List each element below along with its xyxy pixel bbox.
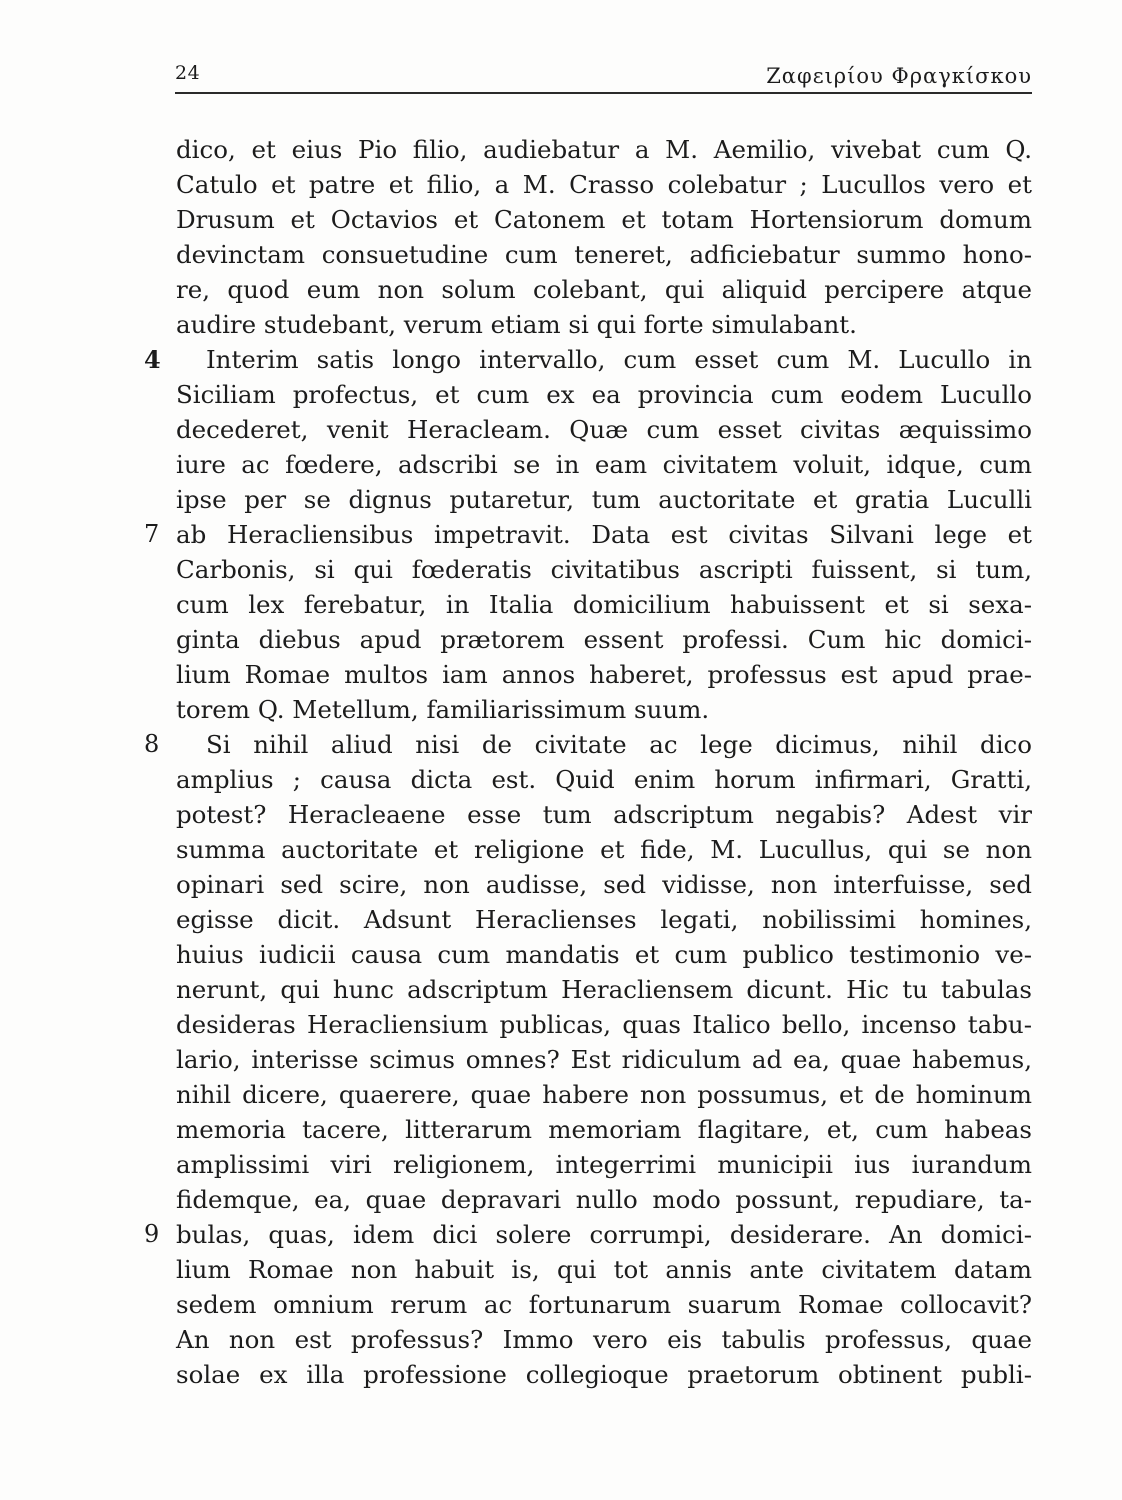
text-line: ipse per se dignus putaretur, tum auctoritate et gratia Luculli	[176, 485, 1032, 514]
text-line: re, quod eum non solum colebant, qui aliquid percipere atque	[176, 275, 1032, 304]
text-line: Carbonis, si qui fœderatis civitatibus ascripti fuissent, si tum,	[176, 555, 1032, 584]
text-line: Drusum et Octavios et Catonem et totam Hortensiorum domum	[176, 205, 1032, 234]
text-line: huius iudicii causa cum mandatis et cum publico testimonio ve-	[176, 940, 1032, 969]
text-line: summa auctoritate et religione et fide, M. Lucullus, qui se non	[176, 835, 1032, 864]
text-line: Catulo et patre et filio, a M. Crasso colebatur ; Lucullos vero et	[176, 170, 1032, 199]
text-line: memoria tacere, litterarum memoriam flagitare, et, cum habeas	[176, 1115, 1032, 1144]
text-line: An non est professus? Immo vero eis tabulis professus, quae	[176, 1325, 1032, 1354]
text-line: solae ex illa professione collegioque praetorum obtinent publi-	[176, 1360, 1032, 1389]
text-line: sedem omnium rerum ac fortunarum suarum Romae collocavit?	[176, 1290, 1032, 1319]
text-line: egisse dicit. Adsunt Heraclienses legati, nobilissimi homines,	[176, 905, 1032, 934]
text-line: lario, interisse scimus omnes? Est ridiculum ad ea, quae habemus,	[176, 1045, 1032, 1074]
text-line: nihil dicere, quaerere, quae habere non possumus, et de hominum	[176, 1080, 1032, 1109]
text-line: devinctam consuetudine cum teneret, adficiebatur summo hono-	[176, 240, 1032, 269]
text-line: fidemque, ea, quae depravari nullo modo possunt, repudiare, ta-	[176, 1185, 1032, 1214]
text-line: opinari sed scire, non audisse, sed vidisse, non interfuisse, sed	[176, 870, 1032, 899]
text-line: Si nihil aliud nisi de civitate ac lege dicimus, nihil dico	[206, 730, 1032, 759]
text-line: cum lex ferebatur, in Italia domicilium habuissent et si sexa-	[176, 590, 1032, 619]
text-line: torem Q. Metellum, familiarissimum suum.	[176, 695, 710, 724]
text-line: ginta diebus apud prætorem essent professi. Cum hic domici-	[176, 625, 1032, 654]
text-line: dico, et eius Pio filio, audiebatur a M. Aemilio, vivebat cum Q.	[176, 135, 1032, 164]
text-line: bulas, quas, idem dici solere corrumpi, desiderare. An domici-	[176, 1220, 1032, 1249]
section-number: 7	[144, 520, 160, 548]
text-line: Siciliam profectus, et cum ex ea provincia cum eodem Lucullo	[176, 380, 1032, 409]
page-number: 24	[175, 62, 201, 84]
text-line: decederet, venit Heracleam. Quæ cum esset civitas æquissimo	[176, 415, 1032, 444]
text-line: iure ac fœdere, adscribi se in eam civitatem voluit, idque, cum	[176, 450, 1032, 479]
text-line: amplissimi viri religionem, integerrimi municipii ius iurandum	[176, 1150, 1032, 1179]
section-number: 8	[144, 730, 160, 758]
text-line: lium Romae multos iam annos haberet, professus est apud prae-	[176, 660, 1032, 689]
text-line: amplius ; causa dicta est. Quid enim horum infirmari, Gratti,	[176, 765, 1032, 794]
text-line: desideras Heracliensium publicas, quas Italico bello, incenso tabu-	[176, 1010, 1032, 1039]
text-line: audire studebant, verum etiam si qui forte simulabant.	[176, 310, 857, 339]
section-number: 9	[144, 1220, 160, 1248]
text-line: nerunt, qui hunc adscriptum Heracliensem dicunt. Hic tu tabulas	[176, 975, 1032, 1004]
text-line: potest? Heracleaene esse tum adscriptum negabis? Adest vir	[176, 800, 1032, 829]
section-number: 4	[144, 345, 161, 374]
page-header	[175, 58, 1032, 94]
running-head: Ζαφειρίου Φραγκίσκου	[766, 64, 1032, 88]
text-line: ab Heracliensibus impetravit. Data est civitas Silvani lege et	[176, 520, 1032, 549]
text-line: Interim satis longo intervallo, cum esset cum M. Lucullo in	[206, 345, 1032, 374]
text-line: lium Romae non habuit is, qui tot annis ante civitatem datam	[176, 1255, 1032, 1284]
